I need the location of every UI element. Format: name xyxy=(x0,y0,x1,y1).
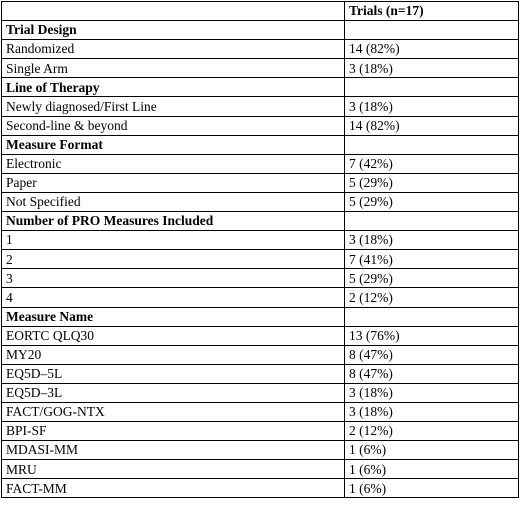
row-value: 13 (76%) xyxy=(345,326,519,345)
row-label: Second-line & beyond xyxy=(2,116,345,135)
section-empty-cell xyxy=(345,78,519,97)
row-label: 4 xyxy=(2,288,345,307)
row-label: BPI-SF xyxy=(2,422,345,441)
row-label: EQ5D–3L xyxy=(2,383,345,402)
header-trials-count: Trials (n=17) xyxy=(345,2,519,21)
row-value: 8 (47%) xyxy=(345,345,519,364)
table-row xyxy=(2,479,519,498)
table-row xyxy=(2,116,519,135)
table-row xyxy=(2,269,519,288)
section-title: Trial Design xyxy=(2,21,345,40)
row-value: 5 (29%) xyxy=(345,173,519,192)
table-row xyxy=(2,97,519,116)
row-value: 14 (82%) xyxy=(345,40,519,59)
table-body xyxy=(2,21,519,498)
row-value: 8 (47%) xyxy=(345,364,519,383)
row-value: 14 (82%) xyxy=(345,116,519,135)
section-empty-cell xyxy=(345,307,519,326)
row-label: FACT/GOG-NTX xyxy=(2,402,345,421)
row-value: 2 (12%) xyxy=(345,422,519,441)
row-label: Newly diagnosed/First Line xyxy=(2,97,345,116)
table-row xyxy=(2,231,519,250)
table-row xyxy=(2,422,519,441)
header-empty-cell xyxy=(2,2,345,21)
section-row xyxy=(2,78,519,97)
table-header-row xyxy=(2,2,519,21)
table-row xyxy=(2,364,519,383)
section-empty-cell xyxy=(345,135,519,154)
row-label: 2 xyxy=(2,250,345,269)
row-value: 3 (18%) xyxy=(345,59,519,78)
row-label: MDASI-MM xyxy=(2,441,345,460)
row-value: 1 (6%) xyxy=(345,441,519,460)
table-row xyxy=(2,154,519,173)
row-label: 3 xyxy=(2,269,345,288)
row-value: 2 (12%) xyxy=(345,288,519,307)
table-row xyxy=(2,250,519,269)
section-row xyxy=(2,212,519,231)
section-title: Number of PRO Measures Included xyxy=(2,212,345,231)
table-row xyxy=(2,345,519,364)
row-label: Randomized xyxy=(2,40,345,59)
row-label: Not Specified xyxy=(2,192,345,211)
table-row xyxy=(2,288,519,307)
section-title: Line of Therapy xyxy=(2,78,345,97)
trials-table xyxy=(1,1,519,498)
row-label: Single Arm xyxy=(2,59,345,78)
row-value: 1 (6%) xyxy=(345,479,519,498)
table-row xyxy=(2,402,519,421)
row-label: 1 xyxy=(2,231,345,250)
row-label: Paper xyxy=(2,173,345,192)
section-row xyxy=(2,307,519,326)
section-empty-cell xyxy=(345,21,519,40)
row-value: 3 (18%) xyxy=(345,383,519,402)
table-row xyxy=(2,59,519,78)
row-value: 3 (18%) xyxy=(345,231,519,250)
row-value: 7 (41%) xyxy=(345,250,519,269)
row-value: 5 (29%) xyxy=(345,192,519,211)
table-row xyxy=(2,173,519,192)
row-value: 1 (6%) xyxy=(345,460,519,479)
table-row xyxy=(2,383,519,402)
table-row xyxy=(2,192,519,211)
section-title: Measure Name xyxy=(2,307,345,326)
table-row xyxy=(2,326,519,345)
table-row xyxy=(2,441,519,460)
row-value: 7 (42%) xyxy=(345,154,519,173)
row-value: 5 (29%) xyxy=(345,269,519,288)
row-value: 3 (18%) xyxy=(345,402,519,421)
section-row xyxy=(2,21,519,40)
row-label: EQ5D–5L xyxy=(2,364,345,383)
section-empty-cell xyxy=(345,212,519,231)
table-row xyxy=(2,40,519,59)
section-title: Measure Format xyxy=(2,135,345,154)
row-label: MRU xyxy=(2,460,345,479)
row-label: Electronic xyxy=(2,154,345,173)
row-value: 3 (18%) xyxy=(345,97,519,116)
section-row xyxy=(2,135,519,154)
row-label: EORTC QLQ30 xyxy=(2,326,345,345)
row-label: MY20 xyxy=(2,345,345,364)
row-label: FACT-MM xyxy=(2,479,345,498)
table-row xyxy=(2,460,519,479)
